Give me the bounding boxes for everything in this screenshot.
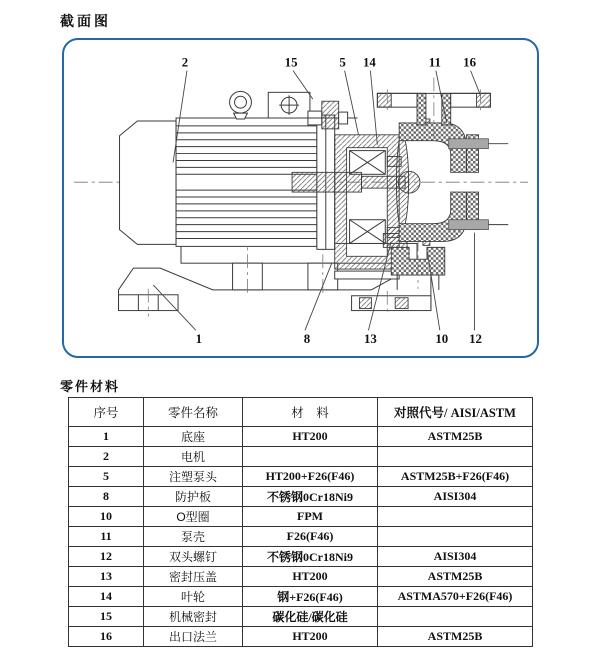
cell-name: O型圈 (144, 507, 243, 527)
bearing (350, 220, 386, 244)
cell-material: 钢+F26(F46) (243, 587, 378, 607)
cell-name: 底座 (144, 427, 243, 447)
junction-box (268, 92, 310, 118)
section-title-parts-material: 零件材料 (60, 379, 121, 394)
callout-14: 14 (362, 55, 376, 70)
cell-name: 密封压盖 (144, 567, 243, 587)
table-row (69, 627, 533, 647)
callout-8: 8 (303, 332, 311, 347)
callout-2: 2 (181, 55, 189, 70)
cell-material: F26(F46) (243, 527, 378, 547)
cell-ref (378, 527, 533, 547)
table-row (69, 547, 533, 567)
cell-seq: 5 (69, 467, 144, 487)
table-row (69, 527, 533, 547)
cell-seq: 11 (69, 527, 144, 547)
col-header-seq: 序号 (69, 398, 144, 427)
fan-cover (120, 121, 177, 244)
motor (120, 91, 335, 249)
cell-material: FPM (243, 507, 378, 527)
cell-seq: 2 (69, 447, 144, 467)
callout-13: 13 (363, 332, 377, 347)
cell-name: 机械密封 (144, 607, 243, 627)
bearing (350, 151, 386, 175)
cell-ref: ASTM25B (378, 427, 533, 447)
outlet-flange (377, 78, 490, 139)
cell-name: 双头螺钉 (144, 547, 243, 567)
cell-material: HT200 (243, 567, 378, 587)
cell-material: 不锈钢0Cr18Ni9 (243, 547, 378, 567)
cell-seq: 15 (69, 607, 144, 627)
cell-name: 叶轮 (144, 587, 243, 607)
section-title-cross-section: 截面图 (60, 13, 111, 29)
table-row (69, 567, 533, 587)
cell-name: 出口法兰 (144, 627, 243, 647)
cell-seq: 14 (69, 587, 144, 607)
table-header-row (69, 398, 533, 427)
table-row (69, 587, 533, 607)
pump-cross-section-drawing (64, 40, 537, 356)
cell-ref: AISI304 (378, 487, 533, 507)
callout-5: 5 (339, 55, 346, 70)
col-header-reference: 对照代号/ AISI/ASTM (378, 398, 533, 427)
col-header-name: 零件名称 (144, 398, 243, 427)
cell-seq: 12 (69, 547, 144, 567)
cell-name: 泵壳 (144, 527, 243, 547)
cell-ref (378, 447, 533, 467)
cell-material: HT200+F26(F46) (243, 467, 378, 487)
table-row (69, 487, 533, 507)
cell-ref: ASTMA570+F26(F46) (378, 587, 533, 607)
cell-seq: 16 (69, 627, 144, 647)
callout-12: 12 (469, 332, 482, 347)
table-row (69, 447, 533, 467)
cell-ref: ASTM25B (378, 567, 533, 587)
table-row (69, 607, 533, 627)
cell-name: 电机 (144, 447, 243, 467)
cell-seq: 1 (69, 427, 144, 447)
table-row (69, 467, 533, 487)
cell-name: 防护板 (144, 487, 243, 507)
diagram-panel (62, 38, 539, 358)
impeller (396, 137, 408, 228)
cell-ref (378, 507, 533, 527)
cell-seq: 10 (69, 507, 144, 527)
eyebolt (230, 91, 252, 119)
cell-material (243, 447, 378, 467)
callout-10: 10 (435, 332, 449, 347)
cell-material: HT200 (243, 427, 378, 447)
col-header-material: 材 料 (243, 398, 378, 427)
table-row (69, 507, 533, 527)
cell-name: 注塑泵头 (144, 467, 243, 487)
guard-plate (335, 271, 399, 279)
callout-16: 16 (463, 55, 477, 70)
cell-seq: 13 (69, 567, 144, 587)
cell-material: 碳化硅/碳化硅 (243, 607, 378, 627)
callout-11: 11 (428, 55, 441, 70)
cell-ref: AISI304 (378, 547, 533, 567)
cell-material: HT200 (243, 627, 378, 647)
table-row (69, 427, 533, 447)
cell-seq: 8 (69, 487, 144, 507)
parts-material-table (68, 397, 533, 647)
callout-1: 1 (195, 332, 203, 347)
callout-15: 15 (284, 55, 298, 70)
cell-material: 不锈钢0Cr18Ni9 (243, 487, 378, 507)
cell-ref: ASTM25B+F26(F46) (378, 467, 533, 487)
cell-ref (378, 607, 533, 627)
cell-ref: ASTM25B (378, 627, 533, 647)
